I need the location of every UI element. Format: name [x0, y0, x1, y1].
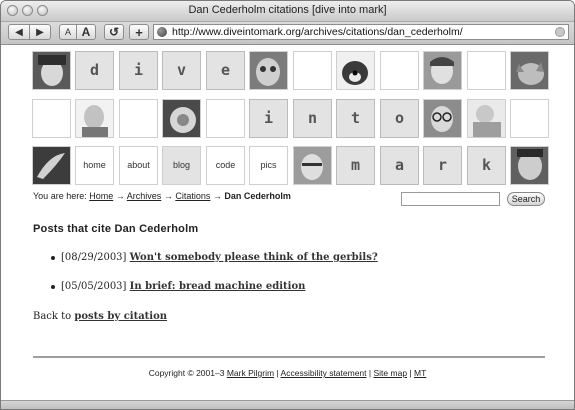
face-photo-icon	[424, 52, 461, 89]
header-photo	[32, 51, 71, 90]
forward-arrow-icon: ▶	[36, 26, 44, 38]
header-photo	[75, 99, 114, 138]
site-favicon-icon	[157, 27, 167, 37]
empty-tile	[119, 99, 158, 138]
bullet-icon	[51, 256, 55, 260]
breadcrumb-citations-link[interactable]: Citations	[175, 191, 211, 201]
browser-toolbar	[1, 22, 574, 45]
back-arrow-icon: ◀	[15, 26, 23, 38]
post-link[interactable]: Won't somebody please think of the gerbils?	[129, 252, 378, 263]
face-photo-icon	[511, 147, 548, 184]
window-title: Dan Cederholm citations [dive into mark]	[188, 4, 387, 16]
lizard-photo-icon	[33, 147, 70, 184]
header-photo	[423, 99, 462, 138]
baby-photo-icon	[468, 100, 505, 137]
header-grid	[32, 51, 552, 185]
header-photo	[510, 51, 549, 90]
header-photo	[467, 99, 506, 138]
post-link[interactable]: In brief: bread machine edition	[129, 281, 306, 292]
text-smaller-button[interactable]: A	[59, 24, 77, 40]
mt-link[interactable]: MT	[414, 368, 427, 378]
accessibility-link[interactable]: Accessibility statement	[280, 368, 367, 378]
nav-blog[interactable]: blog	[162, 146, 201, 185]
empty-tile	[467, 51, 506, 90]
empty-tile	[510, 99, 549, 138]
post-date: [08/29/2003]	[61, 252, 127, 263]
back-to-line: Back to posts by citation	[33, 311, 168, 322]
letter-tile: o	[380, 99, 419, 138]
arrow-icon: →	[163, 191, 173, 201]
nav-code[interactable]: code	[206, 146, 245, 185]
letter-tile: i	[119, 51, 158, 90]
empty-tile	[380, 51, 419, 90]
face-photo-icon	[250, 52, 287, 89]
reload-button[interactable]	[104, 24, 124, 40]
list-item	[51, 252, 378, 263]
letter-tile: a	[380, 146, 419, 185]
letter-tile: m	[336, 146, 375, 185]
letter-tile: d	[75, 51, 114, 90]
nav-about[interactable]: about	[119, 146, 158, 185]
header-photo	[423, 51, 462, 90]
header-photo	[32, 146, 71, 185]
reload-icon: ↺	[108, 25, 120, 39]
post-date: [05/05/2003]	[61, 281, 127, 292]
plus-icon: +	[135, 24, 143, 40]
header-photo	[249, 51, 288, 90]
face-photo-icon	[294, 147, 331, 184]
breadcrumb: You are here: Home → Archives → Citations → Dan Cederholm	[33, 191, 291, 201]
letter-tile: k	[467, 146, 506, 185]
face-photo-icon	[76, 100, 113, 137]
breadcrumb-archives-link[interactable]: Archives	[126, 191, 162, 201]
url-action-icon[interactable]	[555, 27, 565, 37]
header-photo	[336, 51, 375, 90]
empty-tile	[293, 51, 332, 90]
letter-tile: e	[206, 51, 245, 90]
address-bar[interactable]	[153, 24, 569, 40]
text-bigger-button[interactable]: A	[76, 24, 96, 40]
breadcrumb-current: Dan Cederholm	[224, 191, 291, 201]
status-bar	[1, 400, 574, 410]
letter-tile: t	[336, 99, 375, 138]
nav-home[interactable]: home	[75, 146, 114, 185]
sitemap-link[interactable]: Site map	[373, 368, 408, 378]
cat-photo-icon	[511, 52, 548, 89]
letter-tile: v	[162, 51, 201, 90]
face-photo-icon	[424, 100, 461, 137]
arrow-icon: →	[212, 191, 222, 201]
title-bar	[1, 1, 574, 22]
empty-tile	[206, 99, 245, 138]
forward-button[interactable]	[29, 24, 51, 40]
search-button[interactable]: Search	[507, 192, 545, 206]
breadcrumb-home-link[interactable]: Home	[89, 191, 114, 201]
add-bookmark-button[interactable]	[129, 24, 149, 40]
page-title: Posts that cite Dan Cederholm	[33, 223, 199, 235]
letter-tile: i	[249, 99, 288, 138]
abstract-photo-icon	[163, 100, 200, 137]
search-input[interactable]	[401, 192, 500, 206]
back-button[interactable]	[8, 24, 30, 40]
empty-tile	[32, 99, 71, 138]
author-link[interactable]: Mark Pilgrim	[226, 368, 275, 378]
header-photo	[293, 146, 332, 185]
page-content	[1, 45, 574, 401]
face-photo-icon	[33, 52, 70, 89]
list-item	[51, 281, 305, 292]
arrow-icon: →	[115, 191, 125, 201]
bullet-icon	[51, 285, 55, 289]
nav-pics[interactable]: pics	[249, 146, 288, 185]
posts-by-citation-link[interactable]: posts by citation	[74, 311, 168, 322]
dog-photo-icon	[337, 52, 374, 89]
footer-divider	[33, 356, 545, 358]
letter-tile: r	[423, 146, 462, 185]
url-text[interactable]: http://www.diveintomark.org/archives/citations/dan_cederholm/	[172, 26, 463, 38]
header-photo	[510, 146, 549, 185]
footer: Copyright © 2001–3 Mark Pilgrim | Accessibility statement | Site map | MT	[148, 368, 427, 378]
letter-tile: n	[293, 99, 332, 138]
header-photo	[162, 99, 201, 138]
